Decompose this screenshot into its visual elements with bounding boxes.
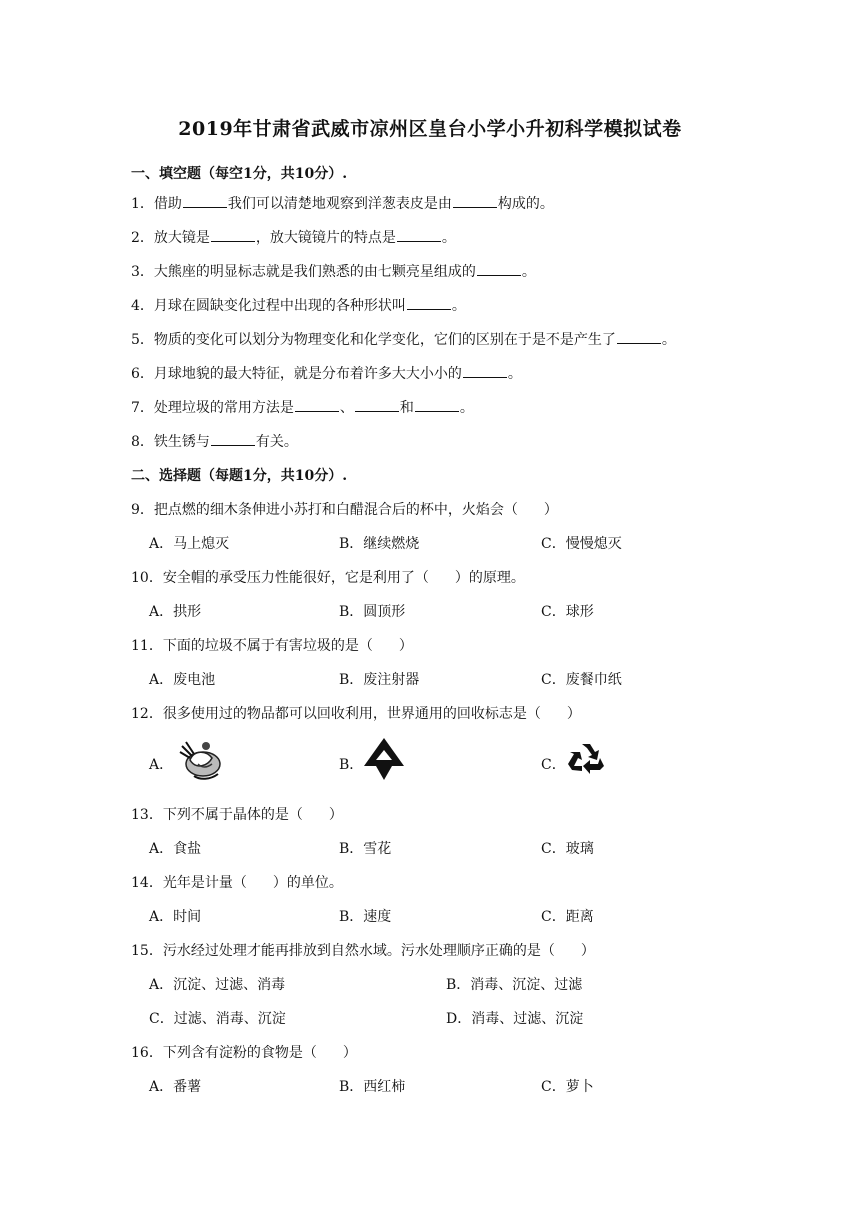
question-text: 。 [451,298,466,314]
question-3 [131,261,536,281]
option-c: C．废餐巾纸 [541,672,622,688]
answer-blank [397,227,441,242]
question-text: 安全帽的承受压力性能很好，它是利用了（ [162,570,429,586]
option-b: B．继续燃烧 [339,536,420,552]
option-c: C．球形 [541,604,594,620]
question-text: 。 [661,332,676,348]
question-10 [131,567,525,587]
option-b: B． [339,757,364,773]
question-text: 下列不属于晶体的是（ [162,807,303,823]
question-number: 6． [131,366,154,382]
option-c: C． [541,757,566,773]
question-2 [131,227,456,247]
option-a: A．沉淀、过滤、消毒 [149,977,286,993]
question-text: ） [398,638,413,654]
option-b: B．西红柿 [339,1079,406,1095]
section-heading-fill-in: 一、填空题（每空1分，共10分）. [131,166,348,182]
question-number: 4． [131,298,154,314]
question-text: ） [328,807,343,823]
question-number: 15． [131,943,163,959]
question-5 [131,329,676,349]
question-7 [131,397,474,417]
question-14 [131,872,343,892]
question-1 [131,193,554,213]
question-text: 。 [521,264,536,280]
answer-blank [463,363,507,378]
question-text: 月球在圆缺变化过程中出现的各种形状叫 [153,298,406,314]
question-12 [131,703,581,723]
question-text: 。 [441,230,456,246]
question-text: 构成的。 [497,196,554,212]
question-text: 很多使用过的物品都可以回收利用，世界通用的回收标志是（ [162,706,541,722]
dark-triangle-symbol-icon [362,736,406,786]
answer-blank [183,193,227,208]
question-text: 大熊座的明显标志就是我们熟悉的由七颗亮星组成的 [153,264,476,280]
question-text: 有关。 [255,434,298,450]
question-text: ）的原理。 [454,570,525,586]
answer-blank [415,397,459,412]
question-text: 污水经过处理才能再排放到自然水域。污水处理顺序正确的是（ [162,943,555,959]
option-a: A． [149,757,174,773]
question-number: 2． [131,230,154,246]
option-b: B．速度 [339,909,392,925]
question-text: 我们可以清楚地观察到洋葱表皮是由 [227,196,452,212]
question-number: 10． [131,570,163,586]
question-text: ） [543,502,558,518]
question-9 [131,499,558,519]
option-a: A．马上熄灭 [149,536,230,552]
question-text: 物质的变化可以划分为物理变化和化学变化，它们的区别在于是不是产生了 [153,332,616,348]
mascot-logo-icon [176,736,226,786]
question-16 [131,1042,357,1062]
question-text: 、 [339,400,354,416]
question-number: 5． [131,332,154,348]
question-number: 3． [131,264,154,280]
question-number: 16． [131,1045,163,1061]
option-a: A．拱形 [149,604,202,620]
answer-blank [211,227,255,242]
question-text: 下列含有淀粉的食物是（ [162,1045,317,1061]
section-heading-choice: 二、选择题（每题1分，共10分）. [131,468,348,484]
question-13 [131,804,343,824]
question-6 [131,363,522,383]
option-c: C．慢慢熄灭 [541,536,622,552]
question-11 [131,635,413,655]
question-text: 铁生锈与 [153,434,210,450]
option-b: B．消毒、沉淀、过滤 [446,977,583,993]
exam-title: 2019年甘肃省武威市凉州区皇台小学小升初科学模拟试卷 [178,118,682,140]
question-text: ） [342,1045,357,1061]
option-b: B．雪花 [339,841,392,857]
answer-blank [355,397,399,412]
question-text: 放大镜是 [153,230,210,246]
question-text: 下面的垃圾不属于有害垃圾的是（ [162,638,373,654]
answer-blank [477,261,521,276]
recycle-arrows-icon [566,740,606,780]
option-b: B．圆顶形 [339,604,406,620]
question-number: 11． [131,638,163,654]
question-number: 13． [131,807,163,823]
question-text: ） [580,943,595,959]
question-number: 12． [131,706,163,722]
option-b: B．废注射器 [339,672,420,688]
question-text: ） [566,706,581,722]
option-a: A．番薯 [149,1079,202,1095]
question-text: 和 [399,400,414,416]
question-number: 8． [131,434,154,450]
option-c: C．过滤、消毒、沉淀 [149,1011,286,1027]
question-number: 9． [131,502,154,518]
question-text: 借助 [153,196,182,212]
question-8 [131,431,298,451]
question-text: 把点燃的细木条伸进小苏打和白醋混合后的杯中，火焰会（ [153,502,518,518]
question-text: 处理垃圾的常用方法是 [153,400,294,416]
question-text: 。 [507,366,522,382]
question-number: 14． [131,875,163,891]
question-number: 1． [131,196,154,212]
question-text: 月球地貌的最大特征，就是分布着许多大大小小的 [153,366,462,382]
answer-blank [407,295,451,310]
answer-blank [295,397,339,412]
question-text: 。 [459,400,474,416]
answer-blank [211,431,255,446]
question-4 [131,295,466,315]
option-a: A．时间 [149,909,202,925]
question-text: ）的单位。 [272,875,343,891]
answer-blank [453,193,497,208]
option-c: C．萝卜 [541,1079,594,1095]
answer-blank [617,329,661,344]
option-a: A．食盐 [149,841,202,857]
option-c: C．距离 [541,909,594,925]
option-a: A．废电池 [149,672,216,688]
option-c: C．玻璃 [541,841,594,857]
question-text: ，放大镜镜片的特点是 [255,230,396,246]
question-number: 7． [131,400,154,416]
question-text: 光年是计量（ [162,875,247,891]
question-15 [131,940,595,960]
option-d: D．消毒、过滤、沉淀 [446,1011,584,1027]
